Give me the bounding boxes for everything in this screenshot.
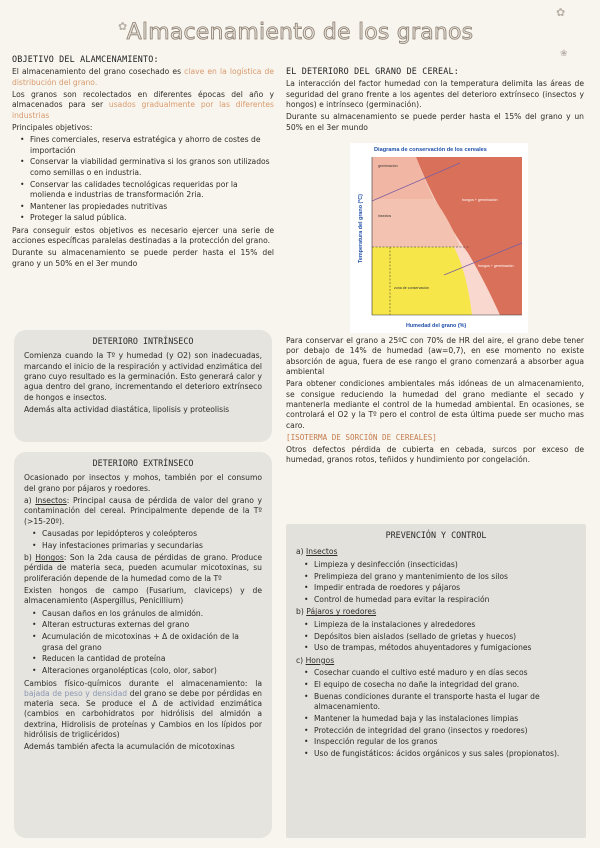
isoterma-label: [ISOTERMA DE SORCIÓN DE CEREALES] — [286, 432, 437, 442]
intrinseco-paragraph-2: Además alta actividad diastática, lipolisis y proteolisis — [24, 404, 230, 414]
conservation-diagram-svg — [350, 143, 528, 333]
list-item: • Depósitos bien aislados (sellado de grietas y huecos) — [314, 632, 576, 642]
chart-title: Diagrama de conservación de los cereales — [374, 147, 487, 153]
prev-hongos-list — [296, 668, 576, 760]
prev-pajaros-label: b) Pájaros y roedores — [296, 607, 377, 617]
extrinseco-intro: Ocasionado por insectos y mohos, también por el consumo del grano por pájaros y roedores. — [24, 473, 262, 493]
cereal-paragraph-2: Durante su almacenamiento se puede perder hasta el 15% del grano y un 50% en el 3er mundo — [286, 112, 584, 132]
micotoxinas-paragraph: Además también afecta la acumulación de micotoxinas — [24, 742, 235, 752]
region-label: hongos + germinación — [478, 264, 514, 268]
objetivo-paragraph-3: Para conseguir estos objetivos es necesario ejercer una serie de acciones específicas paralelas destinadas a la protección del grano. — [12, 225, 274, 246]
list-item: • Limpieza de la instalaciones y alrededores — [314, 620, 576, 630]
hongos-paragraph-2: Existen hongos de campo (Fusarium, claviceps) y de almacenamiento (Aspergillus, Penicillium) — [24, 586, 262, 606]
list-item: • Buenas condiciones durante el transporte hasta el lugar de almacenamiento. — [314, 692, 576, 713]
cereal-paragraph-3: Para conservar el grano a 25ºC con 70% de HR del aire, el grano debe tener por debajo de 14% de humedad (aw=0,7), en ese momento no existe absorción de agua, fuera de ese rango el grano comenzará a absorber agua ambiental — [286, 336, 584, 376]
objetivo-paragraph-4: Durante su almacenamiento se puede perder hasta el 15% del grano y un 50% en el 3er mundo — [12, 248, 274, 268]
insectos-paragraph: a) Insectos: Principal causa de pérdida de valor del grano y contaminación del cereal. Principalmente depende de la Tº (>15-20º). — [24, 496, 263, 526]
list-item: • El equipo de cosecha no dañe la integridad del grano. — [314, 680, 576, 690]
list-item: • Uso de fungistáticos: ácidos orgánicos y sus sales (propionatos). — [314, 749, 576, 759]
list-item: • Limpieza y desinfección (insecticidas) — [314, 560, 576, 570]
list-item: • Prelimpieza del grano y mantenimiento de los silos — [314, 572, 576, 582]
extrinseco-heading: DETERIORO EXTRÍNSECO — [92, 458, 194, 468]
objetivo-section — [12, 54, 274, 271]
principales-label: Principales objetivos: — [12, 122, 93, 132]
intrinseco-box — [14, 330, 272, 442]
list-item: • Protección de integridad del grano (insectos y roedores) — [314, 726, 576, 736]
list-item: • Cosechar cuando el cultivo esté maduro y en días secos — [314, 668, 576, 678]
list-item: • Causan daños en los gránulos de almidón. — [42, 609, 262, 619]
flower-decoration-icon: ✿ — [556, 6, 566, 19]
region-label: hongos + germinación — [462, 198, 498, 202]
list-item: • Mantener las propiedades nutritivas — [30, 202, 274, 212]
cereal-heading: EL DETERIORO DEL GRANO DE CEREAL: — [286, 66, 459, 76]
region-label: zona de conservación — [394, 286, 429, 290]
objetivos-list — [12, 135, 274, 224]
region-label: germinación — [378, 164, 398, 168]
region-insectos — [372, 247, 472, 315]
list-item: • Mantener la humedad baja y las instalaciones limpias — [314, 714, 576, 724]
region-label: insectos — [378, 214, 392, 218]
list-item: • Inspección regular de los granos — [314, 737, 576, 747]
cereal-paragraph-1: La interacción del factor humedad con la temperatura delimita las áreas de seguridad del grano frente a los agentes del deterioro extrínseco (insectos y hongos) e intrínseco (germinación). — [286, 79, 584, 110]
objetivo-heading: OBJETIVO DEL ALAMCENAMIENTO: — [12, 54, 159, 64]
list-item: • Hay infestaciones primarias y secundarias — [42, 541, 262, 551]
prev-hongos-label: c) Hongos — [296, 655, 335, 665]
prevencion-heading: PREVENCIÓN Y CONTROL — [385, 530, 487, 540]
list-item: • Proteger la salud pública. — [30, 213, 274, 223]
flower-decoration-icon: ❀ — [560, 49, 568, 59]
cereal-paragraph-5: Otros defectos pérdida de cubierta en cebada, surcos por exceso de humedad, granos rotos, teñidos y hundimiento por congelación. — [286, 445, 584, 465]
cambios-paragraph: Cambios físico-químicos durante el almacenamiento: la bajada de peso y densidad del grano se debe por pérdidas en materia seca. Se produce el Δ de actividad enzimática (cambios en carbohidratos por hidrólisis del almidón a dextrina, Hidrolisis de proteínas y Cambios en los lípidos por hidrólisis de triglicéridos) — [24, 678, 262, 740]
flower-decoration-icon: ✿ — [118, 20, 128, 33]
cereal-paragraph-4: Para obtener condiciones ambientales más idóneas de un almacenamiento, se consigue reduciendo la humedad del grano mediante el secado y mantenerla mediante el control de la humedad ambiental. En ocasiones, se controlará el O2 y la Tº pero el control de esta última puede ser mucho mas caro. — [286, 379, 584, 430]
prev-insectos-list — [296, 560, 576, 606]
intrinseco-paragraph-1: Comienza cuando la Tº y humedad (y O2) son inadecuadas, marcando el inicio de la respiración y actividad enzimática del grano cuyo resultado es la germinación. Esto generará calor y agua dentro del grano, incrementando el deterioro extrínseco de hongos e insectos. — [24, 351, 262, 402]
objetivo-paragraph-1: El almacenamiento del grano cosechado es clave en la logística de distribución del grano. — [12, 67, 274, 87]
list-item: • Causadas por lepidópteros y coleópteros — [42, 529, 262, 539]
list-item: • Conservar la viabilidad germinativa si los granos son utilizados como semillas o en industria. — [30, 157, 274, 178]
list-item: • Impedir entrada de roedores y pájaros — [314, 583, 576, 593]
list-item: • Acumulación de micotoxinas + Δ de oxidación de la grasa del grano — [42, 632, 262, 653]
list-item: • Conservar las calidades tecnológicas requeridas por la molienda e industrias de transformación 2ria. — [30, 180, 274, 201]
prevencion-box — [286, 524, 586, 838]
list-item: • Control de humedad para evitar la respiración — [314, 595, 576, 605]
cereal-section-bottom — [286, 336, 584, 468]
list-item: • Reducen la cantidad de proteína — [42, 654, 262, 664]
list-item: • Alteran estructuras externas del grano — [42, 620, 262, 630]
cereal-section-top — [286, 66, 584, 135]
prev-pajaros-list — [296, 620, 576, 654]
list-item: • Alteraciones organolépticas (colo, olor, sabor) — [42, 666, 262, 676]
insectos-list — [24, 529, 262, 551]
page-title: Almacenamiento de los granos — [126, 20, 474, 45]
y-axis-label: Temperatura del grano (ºC) — [358, 194, 364, 263]
list-item: • Fines comerciales, reserva estratégica y ahorro de costes de importación — [30, 135, 274, 156]
extrinseco-box — [14, 452, 272, 838]
hongos-paragraph: b) Hongos: Son la 2da causa de pérdidas de grano. Produce pérdida de materia seca, pueden acumular micotoxinas, su proliferación depende de la humedad como de la Tº — [24, 553, 262, 583]
x-axis-label: Humedad del grano (%) — [406, 323, 467, 329]
conservation-diagram — [350, 143, 528, 333]
prev-insectos-label: a) Insectos — [296, 547, 338, 557]
intrinseco-heading: DETERIORO INTRÍNSECO — [92, 336, 194, 346]
hongos-list — [24, 609, 262, 677]
list-item: • Uso de trampas, métodos ahuyentadores y fumigaciones — [314, 643, 576, 653]
objetivo-paragraph-2: Los granos son recolectados en diferentes épocas del año y almacenados para ser usados gradualmente por las diferentes industrias — [12, 90, 274, 120]
